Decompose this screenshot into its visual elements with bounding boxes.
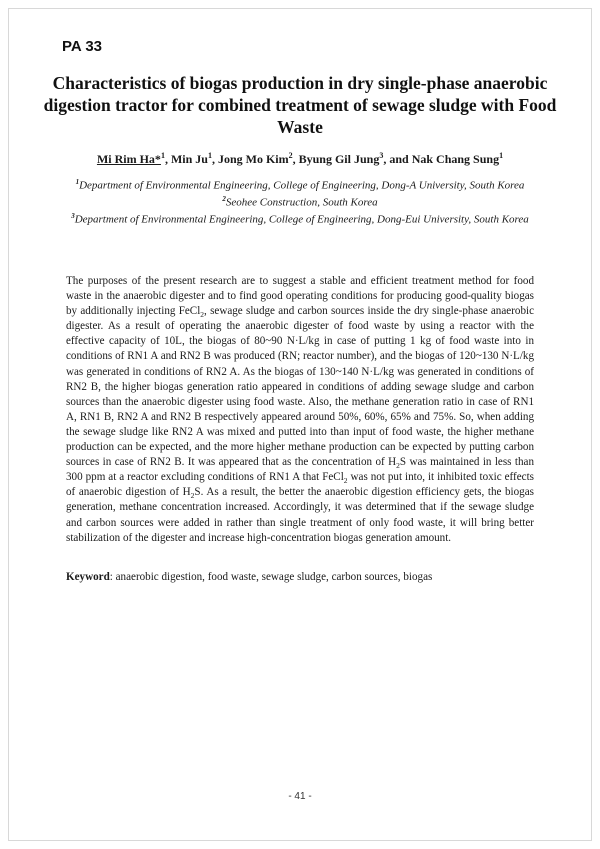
affiliation-item [60, 176, 540, 193]
affiliation-text: Department of Environmental Engineering, College of Engineering, Dong-A University, South Korea [79, 179, 525, 192]
author-affil-sup: 2 [288, 151, 293, 160]
affiliation-item [60, 193, 540, 210]
affiliation-sup: 2 [222, 195, 226, 204]
subscript: 2 [343, 476, 348, 486]
author-name: Jong Mo Kim [217, 152, 289, 166]
abstract-text: The purposes of the present research are to suggest a stable and efficient treatment method for food waste in the anaerobic digester and to find good operating conditions for producing good-quality biogas by additionally injecting FeCl [66, 275, 534, 318]
author-name: Mi Rim Ha* [96, 152, 161, 166]
abstract-body [66, 274, 534, 546]
page-number: - 41 - [288, 791, 312, 802]
abstract-text: , sewage sludge and carbon sources inside the dry single-phase anaerobic digester. As a result of operating the anaerobic digester of food waste by using a reactor with the effective capacity of 10L, the biogas of 80~90 N·L/kg in case of putting 1 kg of food waste into in conditions of RN1 A and RN2 B was produced (RN; reactor number), and the biogas of 120~130 N·L/kg was generated in conditions of RN2 A. As the biogas of 130~140 N·L/kg was generated in conditions of RN2 B, the higher biogas generation ratio appeared in conditions of adding sewage sludge and carbon sources than the anaerobic digester using food waste. Also, the methane generation ratio in case of RN1 A, RN1 B, RN2 A and RN2 B respectively appeared around 50%, 60%, 65% and 75%. So, when adding the sewage sludge like RN2 A was mixed and putted into than input of food waste, the higher methane production can be expected, and the more higher methane production can be expected by putting carbon sources in case of RN2 B. It was appeared that as the concentration of H [66, 305, 534, 469]
session-code: PA 33 [62, 38, 103, 55]
author-name: Min Ju [170, 152, 208, 166]
affiliation-sup: 3 [71, 212, 75, 221]
affiliation-text: Department of Environmental Engineering, College of Engineering, Dong-Eui University, South Korea [74, 213, 529, 226]
keywords-label: Keyword [66, 571, 110, 583]
affiliation-list [60, 176, 540, 227]
subscript: 2 [200, 310, 205, 320]
subscript: 2 [396, 461, 400, 471]
author-affil-sup: 3 [379, 151, 384, 160]
author-affil-sup: 1 [499, 151, 504, 160]
affiliation-text: Seohee Construction, South Korea [225, 196, 378, 209]
author-name: Byung Gil Jung [298, 152, 380, 166]
author-separator: , [211, 152, 218, 166]
author-list [40, 149, 560, 166]
author-name: Nak Chang Sung [411, 152, 500, 166]
keywords-line [66, 570, 534, 585]
abstract-text: S. As a result, the better the anaerobic digestion efficiency gets, the biogas generation, methane concentration increased. Accordingly, it was determined that if the sewage sludge and carbon sources were added in rather than single treatment of only food waste, it will bring better stabilization of the digester and increase high-concentration biogas generation amount. [66, 486, 534, 544]
author-affil-sup: 1 [160, 151, 165, 160]
author-separator: , [292, 152, 299, 166]
author-separator: , [164, 152, 171, 166]
author-affil-sup: 1 [207, 151, 212, 160]
affiliation-item [60, 210, 540, 227]
author-separator: , and [383, 152, 412, 166]
affiliation-sup: 1 [75, 178, 80, 186]
keywords-text: : anaerobic digestion, food waste, sewage sludge, carbon sources, biogas [109, 571, 433, 583]
subscript: 2 [190, 491, 195, 501]
abstract-text: S was maintained in less than 300 ppm at a reactor excluding conditions of RN1 A that FeCl [66, 456, 534, 484]
abstract-text: was not put into, it inhibited toxic effects of anaerobic digestion of H [66, 471, 534, 499]
paper-title: Characteristics of biogas production in dry single-phase anaerobic digestion tractor for combined treatment of sewage sludge with Food Waste [43, 73, 557, 137]
